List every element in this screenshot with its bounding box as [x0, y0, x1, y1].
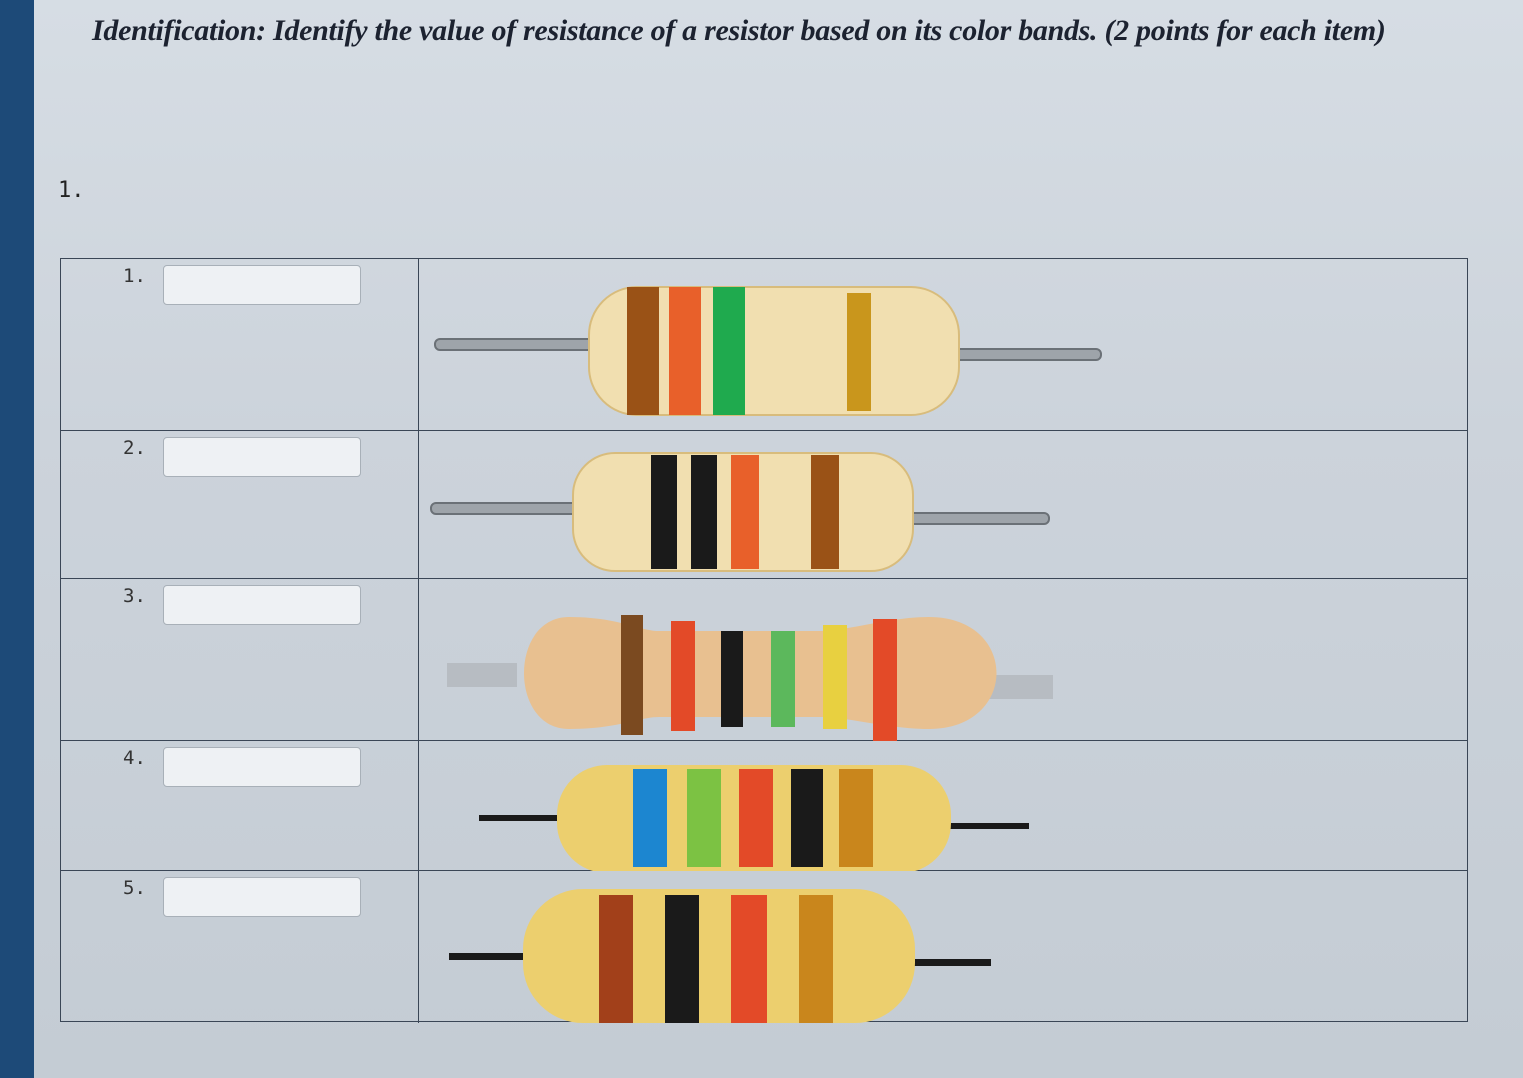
resistor-cell: [419, 741, 1467, 870]
resistor-band: [847, 293, 871, 411]
resistor-band: [627, 287, 659, 415]
resistor-cell: [419, 871, 1467, 1023]
resistor-band: [839, 769, 873, 867]
resistor-lead-left: [431, 503, 581, 514]
item-number: 4.: [123, 747, 146, 769]
resistor-body: [523, 889, 915, 1023]
table-row: [61, 579, 1467, 741]
table-row: [61, 871, 1467, 1023]
answer-input-5[interactable]: [163, 877, 361, 917]
resistor-cell: [419, 579, 1467, 740]
resistor-band: [811, 455, 839, 569]
resistor-band: [771, 631, 795, 727]
table-row: [61, 431, 1467, 579]
resistor-band: [721, 631, 743, 727]
resistor-band: [669, 287, 701, 415]
resistor-band: [665, 895, 699, 1023]
resistor-lead-right: [951, 349, 1101, 360]
resistor-cell: [419, 431, 1467, 578]
resistor-band: [621, 615, 643, 735]
resistor-band: [873, 619, 897, 741]
resistor-1-image: [419, 259, 1469, 431]
resistor-band: [731, 455, 759, 569]
answer-input-3[interactable]: [163, 585, 361, 625]
answer-table: [60, 258, 1468, 1022]
instructions-title: Identification: Identify the value of resistance of a resistor based on its color bands. (2 points for each item): [92, 14, 1386, 47]
resistor-lead-left: [447, 663, 517, 687]
resistor-3-image: [419, 579, 1469, 741]
item-number: 1.: [123, 265, 146, 287]
item-number: 5.: [123, 877, 146, 899]
resistor-lead-left: [435, 339, 595, 350]
resistor-cell: [419, 259, 1467, 430]
answer-input-1[interactable]: [163, 265, 361, 305]
answer-input-4[interactable]: [163, 747, 361, 787]
resistor-band: [651, 455, 677, 569]
resistor-lead-left: [449, 953, 529, 960]
resistor-band: [691, 455, 717, 569]
resistor-band: [731, 895, 767, 1023]
resistor-lead-right: [989, 675, 1053, 699]
resistor-lead-right: [909, 513, 1049, 524]
answer-cell: [61, 431, 419, 578]
resistor-band: [791, 769, 823, 867]
resistor-band: [713, 287, 745, 415]
resistor-band: [633, 769, 667, 867]
resistor-lead-left: [479, 815, 559, 821]
resistor-band: [687, 769, 721, 867]
question-number: 1.: [58, 178, 85, 203]
resistor-band: [823, 625, 847, 729]
resistor-band: [739, 769, 773, 867]
table-row: [61, 741, 1467, 871]
resistor-lead-right: [949, 823, 1029, 829]
answer-cell: [61, 871, 419, 1023]
resistor-2-image: [419, 431, 1469, 579]
item-number: 3.: [123, 585, 146, 607]
resistor-band: [799, 895, 833, 1023]
answer-cell: [61, 741, 419, 870]
resistor-band: [599, 895, 633, 1023]
resistor-lead-right: [911, 959, 991, 966]
answer-cell: [61, 259, 419, 430]
item-number: 2.: [123, 437, 146, 459]
answer-input-2[interactable]: [163, 437, 361, 477]
resistor-body: [524, 617, 997, 729]
worksheet-page: [34, 0, 1523, 1078]
resistor-band: [671, 621, 695, 731]
table-row: [61, 259, 1467, 431]
resistor-4-image: [419, 741, 1469, 871]
answer-cell: [61, 579, 419, 740]
resistor-5-image: [419, 871, 1469, 1023]
